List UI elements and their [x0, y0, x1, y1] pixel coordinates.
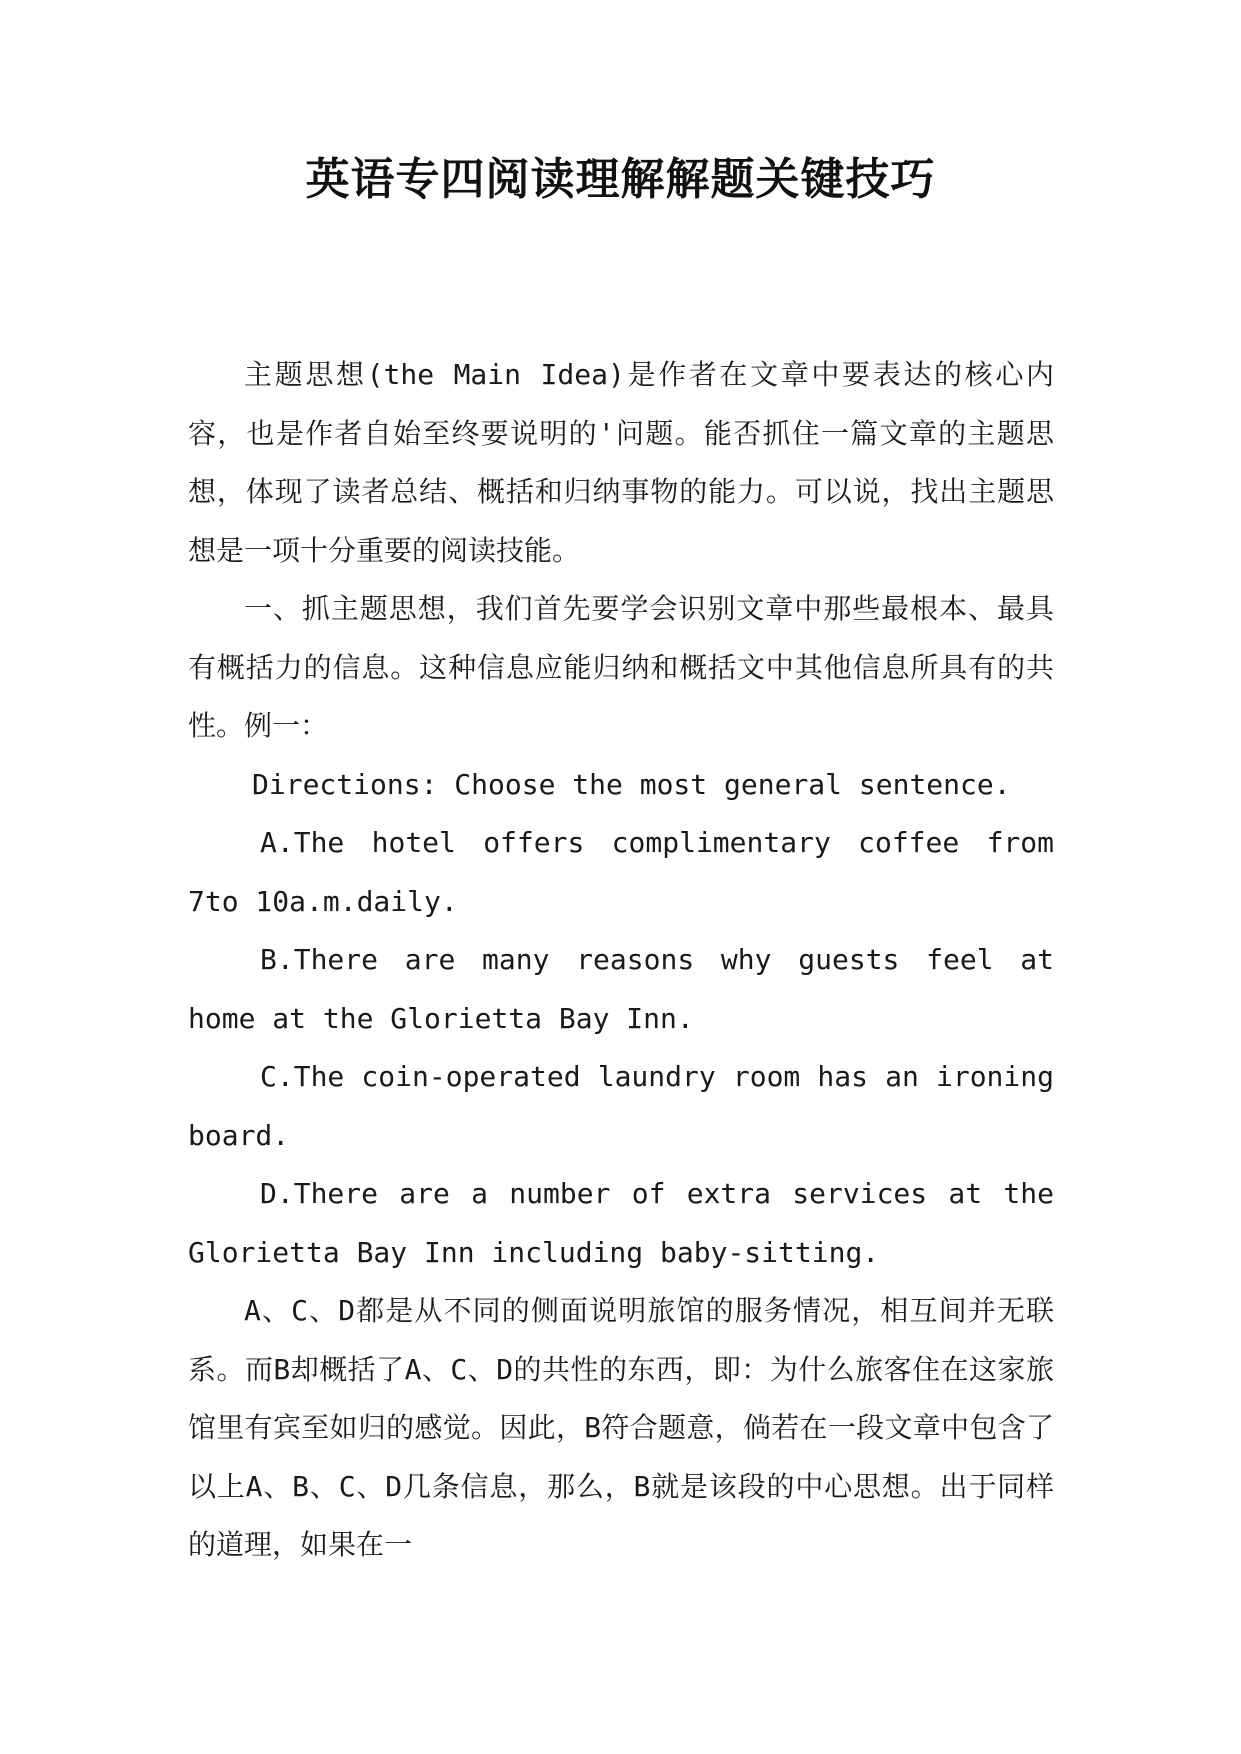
paragraph-main-idea: 主题思想(the Main Idea)是作者在文章中要表达的核心内容，也是作者自始至终要说明的'问题。能否抓住一篇文章的主题思想，体现了读者总结、概括和归纳事物的能力。可以说，找出主题思想是一项十分重要的阅读技能。	[188, 358, 1054, 567]
document-title: 英语专四阅读理解解题关键技巧	[305, 154, 936, 205]
option-b: B.There are many reasons why guests feel at home at the Glorietta Bay Inn.	[188, 943, 1054, 1035]
paragraph-explanation: A、C、D都是从不同的侧面说明旅馆的服务情况，相互间并无联系。而B却概括了A、C、D的共性的东西，即：为什么旅客住在这家旅馆里有宾至如归的感觉。因此，B符合题意，倘若在一段文章中包含了以上A、B、C、D几条信息，那么，B就是该段的中心思想。出于同样的道理，如果在一	[188, 1294, 1054, 1561]
option-c: C.The coin-operated laundry room has an ironing board.	[188, 1060, 1054, 1152]
option-a: A.The hotel offers complimentary coffee from 7to 10a.m.daily.	[188, 826, 1054, 918]
paragraph-point-one: 一、抓主题思想，我们首先要学会识别文章中那些最根本、最具有概括力的信息。这种信息应能归纳和概括文中其他信息所具有的共性。例一：	[188, 592, 1054, 742]
option-d: D.There are a number of extra services at the Glorietta Bay Inn including baby-sitting.	[188, 1177, 1054, 1269]
paragraph-directions: Directions: Choose the most general sentence.	[252, 767, 1011, 801]
document-body	[188, 346, 1054, 1575]
